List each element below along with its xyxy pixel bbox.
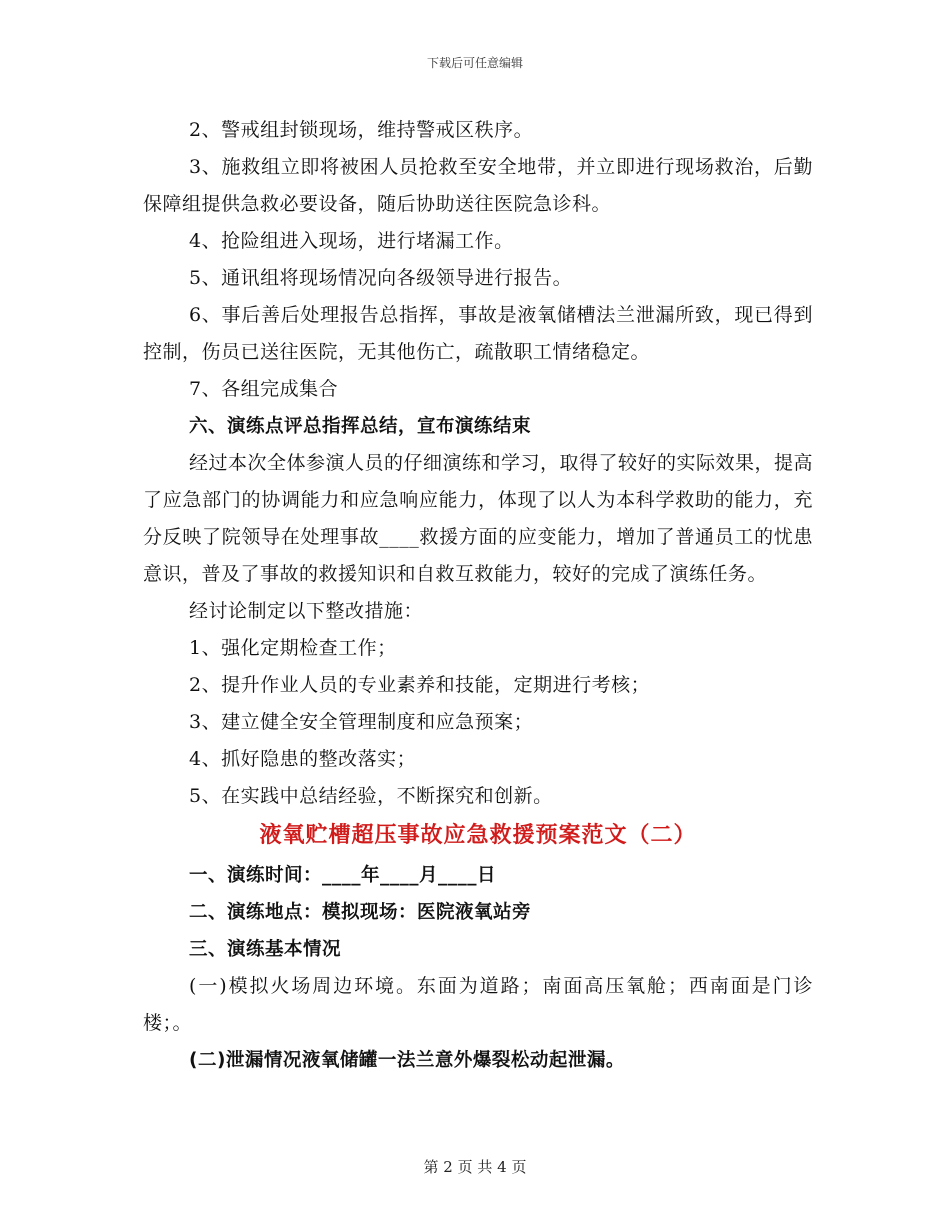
page-footer: 第 2 页 共 4 页 bbox=[423, 1158, 527, 1176]
list-item: 2、提升作业人员的专业素养和技能，定期进行考核； bbox=[189, 674, 651, 696]
paragraph: 6、事后善后处理报告总指挥，事故是液氧储槽法兰泄漏所致，现已得到控制，伤员已送往医院，无其他伤亡，疏散职工情绪稳定。 bbox=[143, 304, 813, 363]
section-heading: (二)泄漏情况液氧储罐一法兰意外爆裂松动起泄漏。 bbox=[189, 1050, 625, 1071]
section-heading: 一、演练时间：____年____月____日 bbox=[189, 865, 497, 886]
paragraph: 4、抢险组进入现场，进行堵漏工作。 bbox=[189, 230, 514, 252]
paragraph: (一)模拟火场周边环境。东面为道路；南面高压氧舱；西南面是门诊楼；。 bbox=[143, 975, 813, 1034]
paragraph: 3、施救组立即将被困人员抢救至安全地带，并立即进行现场救治，后勤保障组提供急救必要设备，随后协助送往医院急诊科。 bbox=[143, 156, 813, 215]
document-body bbox=[143, 112, 813, 1079]
section-heading: 二、演练地点：模拟现场：医院液氧站旁 bbox=[189, 902, 532, 923]
paragraph: 经过本次全体参演人员的仔细演练和学习，取得了较好的实际效果，提高了应急部门的协调能力和应急响应能力，体现了以人为本科学救助的能力，充分反映了院领导在处理事故____救援方面的应变能力，增加了普通员工的忧患意识，普及了事故的救援知识和自救互救能力，较好的完成了演练任务。 bbox=[143, 452, 814, 585]
section-heading: 六、演练点评总指挥总结，宣布演练结束 bbox=[189, 416, 532, 437]
list-item: 3、建立健全安全管理制度和应急预案； bbox=[189, 711, 534, 733]
paragraph: 5、通讯组将现场情况向各级领导进行报告。 bbox=[189, 267, 573, 289]
document-title: 液氧贮槽超压事故应急救援预案范文（二） bbox=[259, 823, 697, 848]
section-heading: 三、演练基本情况 bbox=[189, 939, 342, 960]
list-item: 4、抓好隐患的整改落实； bbox=[189, 748, 417, 770]
page-header: 下载后可任意编辑 bbox=[426, 56, 523, 70]
paragraph: 2、警戒组封锁现场，维持警戒区秩序。 bbox=[189, 119, 534, 141]
paragraph: 经讨论制定以下整改措施： bbox=[189, 600, 424, 622]
list-item: 1、强化定期检查工作； bbox=[189, 637, 397, 659]
paragraph: 7、各组完成集合 bbox=[189, 378, 339, 400]
list-item: 5、在实践中总结经验，不断探究和创新。 bbox=[189, 785, 553, 807]
